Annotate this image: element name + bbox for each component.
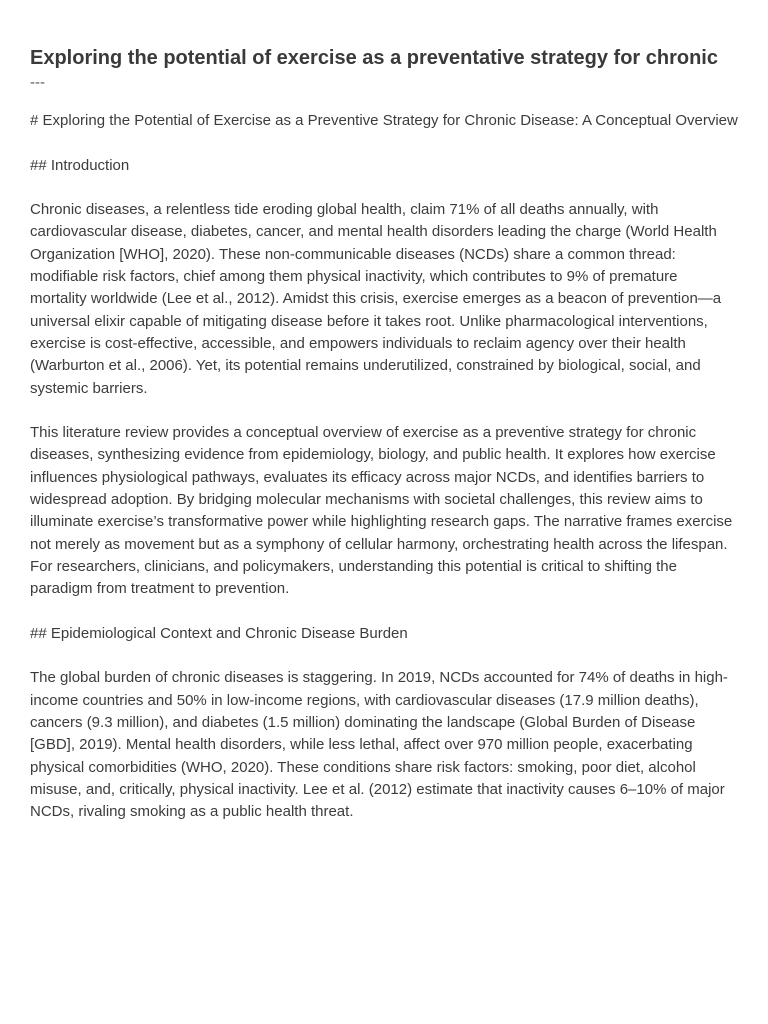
document-title: Exploring the potential of exercise as a preventative strategy for chronic (30, 47, 718, 69)
document-body (30, 110, 738, 824)
paragraph-intro-1: Chronic diseases, a relentless tide eroding global health, claim 71% of all deaths annually, with cardiovascular disease, diabetes, cancer, and mental health disorders leading the charge (World Health Organization [WHO], 2020). These non-communicable diseases (NCDs) share a common thread: modifiable risk factors, chief among them physical inactivity, which contributes to 9% of premature mortality worldwide (Lee et al., 2012). Amidst this crisis, exercise emerges as a beacon of prevention—a universal elixir capable of mitigating disease before it takes root. Unlike pharmacological interventions, exercise is cost-effective, accessible, and empowers individuals to reclaim agency over their health (Warburton et al., 2006). Yet, its potential remains underutilized, constrained by biological, social, and systemic barriers. (30, 201, 722, 397)
markdown-heading-epidemiology: ## Epidemiological Context and Chronic Disease Burden (30, 624, 408, 642)
paragraph-epidemiology-1: The global burden of chronic diseases is staggering. In 2019, NCDs accounted for 74% of deaths in high-income countries and 50% in low-income regions, with cardiovascular diseases (17.9 million deaths), cancers (9.3 million), and diabetes (1.5 million) dominating the landscape (Global Burden of Disease [GBD], 2019). Mental health disorders, while less lethal, affect over 970 million people, exacerbating physical comorbidities (WHO, 2020). These conditions share risk factors: smoking, poor diet, alcohol misuse, and, critically, physical inactivity. Lee et al. (2012) estimate that inactivity causes 6–10% of major NCDs, rivaling smoking as a public health threat. (30, 669, 728, 821)
markdown-heading-1: # Exploring the Potential of Exercise as a Preventive Strategy for Chronic Disease: A Conceptual Overview (30, 112, 738, 129)
markdown-heading-introduction: ## Introduction (30, 156, 130, 174)
title-separator: --- (30, 74, 45, 91)
paragraph-intro-2: This literature review provides a conceptual overview of exercise as a preventive strategy for chronic diseases, synthesizing evidence from epidemiology, biology, and public health. It explores how exercise influences physiological pathways, evaluates its efficacy across major NCDs, and identifies barriers to widespread adoption. By bridging molecular mechanisms with societal challenges, this review aims to illuminate exercise’s transformative power while highlighting research gaps. The narrative frames exercise not merely as movement but as a symphony of cellular harmony, orchestrating health across the lifespan. For researchers, clinicians, and policymakers, understanding this potential is critical to shifting the paradigm from treatment to prevention. (30, 424, 733, 598)
